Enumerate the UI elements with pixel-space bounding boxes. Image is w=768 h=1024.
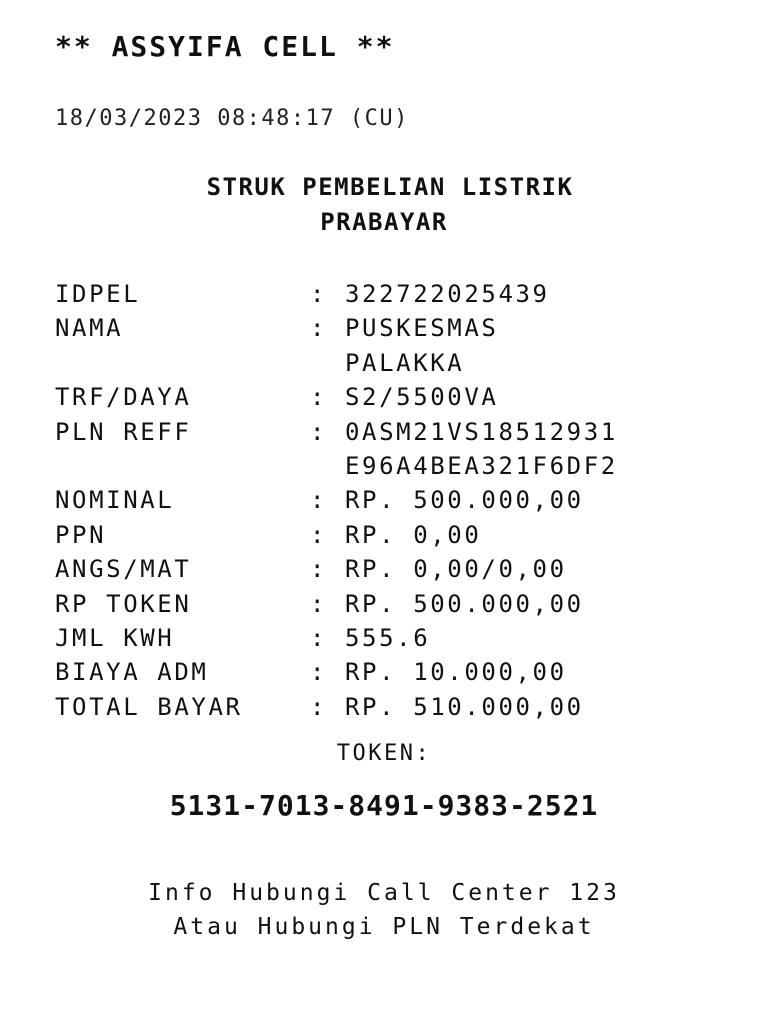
field-label: RP TOKEN: [55, 589, 192, 618]
field-value: RP. 500.000,00: [345, 589, 584, 618]
field-value: RP. 0,00/0,00: [345, 555, 567, 584]
footer-info-line-1: Info Hubungi Call Center 123: [148, 880, 620, 906]
field-value: PUSKESMAS: [345, 314, 499, 343]
field-value: S2/5500VA: [345, 383, 499, 412]
field-row-ppn: [55, 518, 735, 552]
field-value: RP. 510.000,00: [345, 692, 584, 721]
field-row-angs-mat: [55, 552, 735, 586]
field-row-total-bayar: [55, 690, 735, 724]
field-colon: :: [310, 383, 328, 412]
field-label: IDPEL: [55, 280, 141, 308]
field-label: TRF/DAYA: [55, 383, 192, 412]
receipt-title-line-1: STRUK PEMBELIAN LISTRIK: [206, 173, 574, 201]
field-colon: :: [310, 486, 328, 515]
field-row-nama-continued: [55, 346, 735, 380]
store-name: ** ASSYIFA CELL **: [55, 30, 395, 63]
field-row-pln-reff: [55, 415, 735, 449]
field-colon: :: [310, 314, 328, 343]
field-value: RP. 0,00: [345, 520, 482, 549]
field-colon: :: [310, 692, 328, 721]
token-label: TOKEN:: [336, 741, 432, 766]
field-label: JML KWH: [55, 623, 175, 652]
field-colon: :: [310, 520, 328, 549]
field-colon: :: [310, 658, 328, 687]
field-label: PPN: [55, 520, 107, 549]
field-label: NAMA: [55, 314, 124, 343]
field-colon: :: [310, 280, 328, 308]
field-colon: :: [310, 589, 328, 618]
field-label: NOMINAL: [55, 486, 175, 515]
field-value: 555.6: [345, 623, 431, 652]
field-row-pln-reff-continued: [55, 449, 735, 483]
receipt-title-line-2: PRABAYAR: [320, 208, 448, 236]
field-row-biaya-adm: [55, 655, 735, 689]
receipt-fields: [55, 277, 735, 724]
field-row-nominal: [55, 483, 735, 517]
field-colon: :: [310, 417, 328, 446]
field-value: 322722025439: [345, 280, 550, 308]
field-value: E96A4BEA321F6DF2: [345, 451, 618, 480]
field-row-rp-token: [55, 587, 735, 621]
field-colon: :: [310, 623, 328, 652]
field-label: TOTAL BAYAR: [55, 692, 243, 721]
footer-info-line-2: Atau Hubungi PLN Terdekat: [173, 914, 595, 940]
field-value: PALAKKA: [345, 348, 465, 377]
field-colon: :: [310, 555, 328, 584]
field-label: BIAYA ADM: [55, 658, 209, 687]
field-value: 0ASM21VS18512931: [345, 417, 618, 446]
field-label: PLN REFF: [55, 417, 192, 446]
field-row-jml-kwh: [55, 621, 735, 655]
transaction-datetime: 18/03/2023 08:48:17 (CU): [55, 106, 409, 131]
field-row-nama: [55, 311, 735, 345]
field-value: RP. 500.000,00: [345, 486, 584, 515]
field-row-idpel: [55, 277, 735, 311]
field-label: ANGS/MAT: [55, 555, 192, 584]
field-value: RP. 10.000,00: [345, 658, 567, 687]
field-row-trf-daya: [55, 380, 735, 414]
token-number: 5131-7013-8491-9383-2521: [169, 789, 599, 822]
